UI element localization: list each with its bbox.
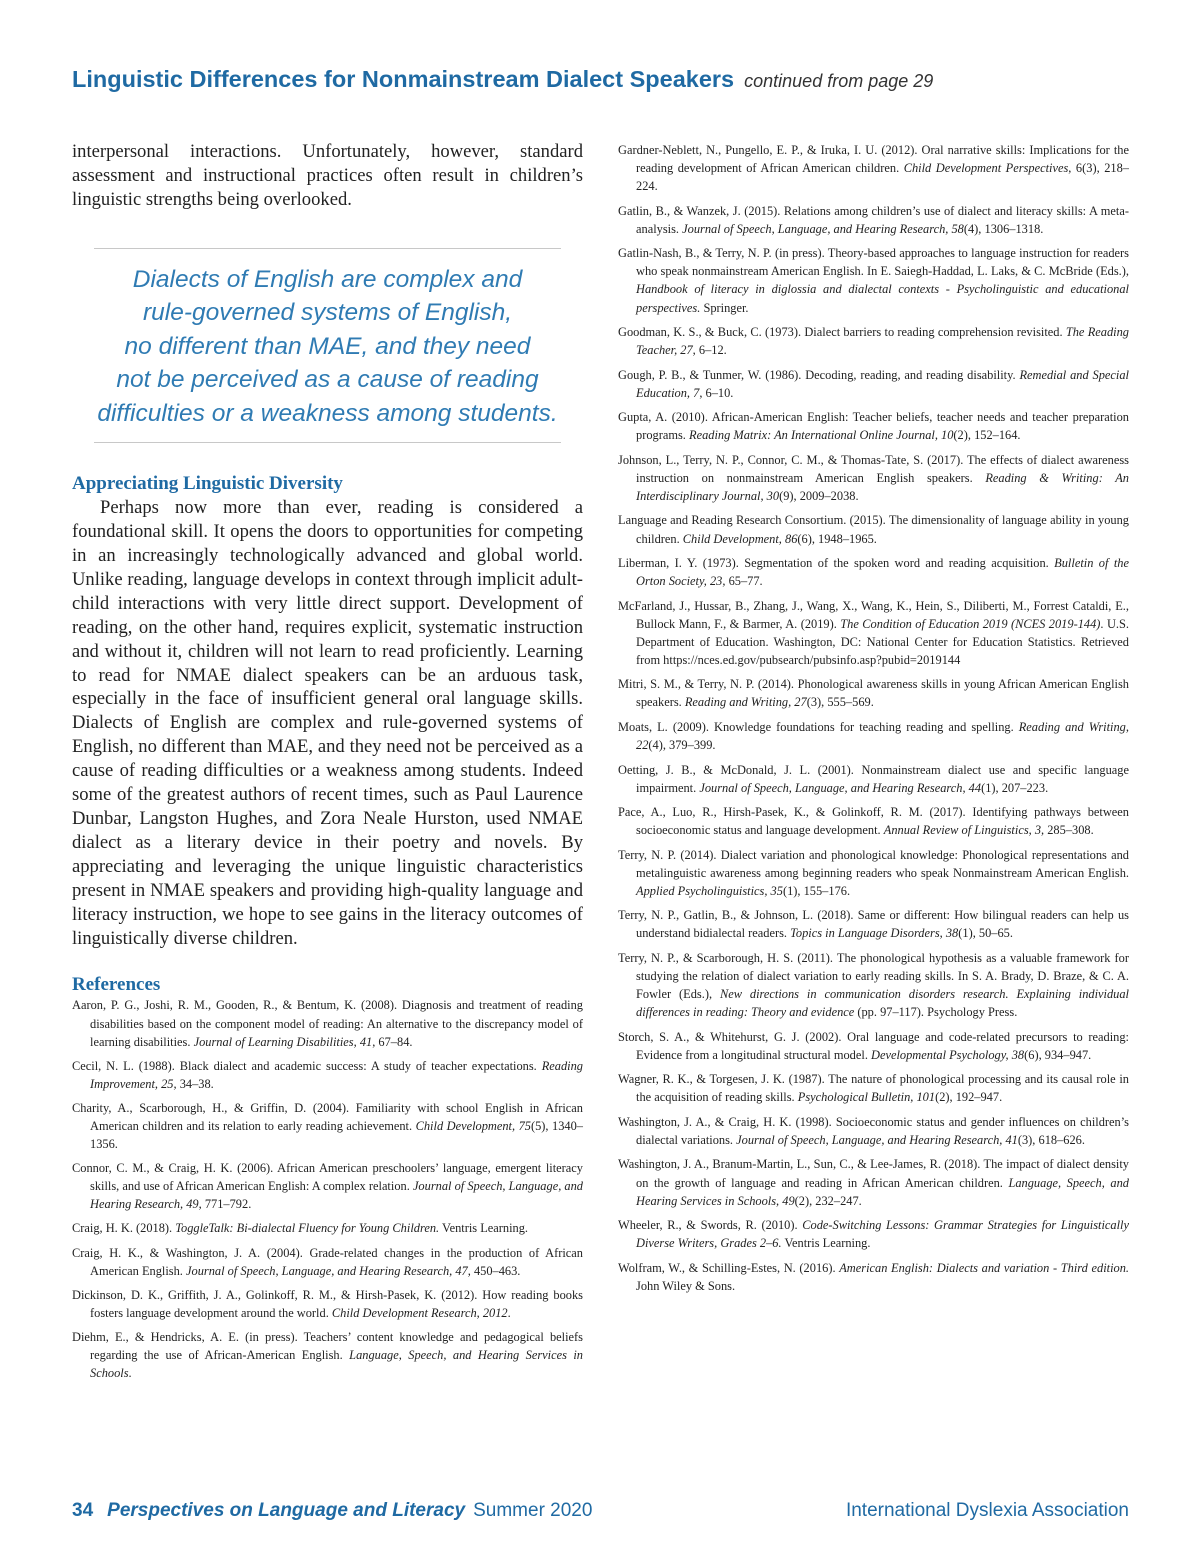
reference-source: Journal of Speech, Language, and Hearing Research, 47,: [186, 1263, 471, 1278]
reference-source: Language, Speech, and Hearing Services in Schools: [90, 1348, 584, 1381]
reference-entry: [72, 1328, 583, 1382]
reference-details: 65–77.: [725, 574, 763, 589]
reference-details: .: [507, 1305, 511, 1320]
reference-text: Wolfram, W., & Schilling-Estes, N. (2016).: [618, 1260, 840, 1275]
reference-details: (2), 192–947.: [935, 1090, 1003, 1105]
reference-source: The Reading Teacher, 27,: [636, 325, 1129, 358]
reference-details: (1), 155–176.: [782, 883, 851, 898]
reference-details: (4), 379–399.: [648, 738, 716, 753]
page-footer: [72, 1500, 1129, 1522]
reference-text: Aaron, P. G., Joshi, R. M., Gooden, R., & Bentum, K. (2008). Diagnosis and treatment of reading disabilities based on the component model of reading: An alternative to the discrepancy model of learning disabilities.: [72, 998, 583, 1049]
reference-source: Developmental Psychology, 38: [871, 1047, 1025, 1062]
reference-source: Bulletin of the Orton Society, 23,: [636, 556, 1129, 589]
reference-text: Moats, L. (2009). Knowledge foundations for teaching reading and spelling.: [618, 719, 1019, 734]
reference-details: (pp. 97–117). Psychology Press.: [854, 1005, 1018, 1020]
references-list-right: [618, 141, 1129, 1295]
reference-details: (9), 2009–2038.: [779, 488, 859, 503]
reference-entry: [618, 906, 1129, 942]
reference-entry: [72, 1244, 583, 1280]
reference-text: Pace, A., Luo, R., Hirsh-Pasek, K., & Golinkoff, R. M. (2017). Identifying pathways between socioeconomic status and language development.: [618, 805, 1129, 838]
pull-quote-line: no different than MAE, and they need: [124, 332, 531, 360]
page-header: [72, 66, 1140, 93]
pull-quote-line: Dialects of English are complex and: [132, 265, 523, 293]
reference-details: (2), 152–164.: [953, 428, 1021, 443]
reference-details: (4), 1306–1318.: [963, 221, 1044, 236]
reference-text: Craig, H. K., & Washington, J. A. (2004). Grade-related changes in the production of African American English.: [72, 1245, 583, 1278]
organization-name: International Dyslexia Association: [845, 1500, 1129, 1521]
reference-entry: [618, 597, 1129, 669]
reference-source: Journal of Speech, Language, and Hearing Research, 44: [699, 780, 982, 795]
reference-entry: [618, 803, 1129, 839]
reference-text: Language and Reading Research Consortium. (2015). The dimensionality of language ability in young children.: [618, 513, 1129, 546]
reference-details: , 6–10.: [699, 385, 734, 400]
reference-text: Liberman, I. Y. (1973). Segmentation of the spoken word and reading acquisition.: [618, 556, 1055, 570]
reference-text: Storch, S. A., & Whitehurst, G. J. (2002). Oral language and code-related precursors to reading: Evidence from a longitudinal structural model.: [618, 1029, 1129, 1062]
reference-details: (1), 207–223.: [981, 780, 1049, 795]
reference-source: Remedial and Special Education, 7: [636, 367, 1130, 400]
reference-details: (1), 50–65.: [958, 926, 1013, 941]
reference-details: Ventris Learning.: [439, 1221, 529, 1236]
article-title: Linguistic Differences for Nonmainstream Dialect Speakers: [72, 66, 735, 92]
reference-text: Dickinson, D. K., Griffith, J. A., Golinkoff, R. M., & Hirsh-Pasek, K. (2012). How reading books fosters language development around the world.: [72, 1287, 583, 1320]
reference-entry: [618, 323, 1129, 359]
reference-details: . U.S. Department of Education. Washington, DC: National Center for Education Statistics. Retrieved from https://nces.ed.gov/pubsearch/pubsinfo.asp?pubid=2019144: [636, 616, 1129, 667]
publication-name: Perspectives on Language and Literacy: [107, 1500, 466, 1521]
reference-text: Gardner-Neblett, N., Pungello, E. P., & Iruka, I. U. (2012). Oral narrative skills: Implications for the reading development of African American children.: [618, 143, 1129, 176]
reference-entry: [618, 1070, 1129, 1106]
references-list-left: [72, 996, 583, 1382]
reference-source: American English: Dialects and variation - Third edition.: [839, 1260, 1130, 1275]
reference-details: 6–12.: [695, 343, 727, 358]
reference-entry: [618, 675, 1129, 711]
reference-details: Springer.: [700, 300, 749, 315]
reference-entry: [72, 1219, 583, 1237]
reference-details: Ventris Learning.: [781, 1236, 871, 1251]
reference-entry: [618, 846, 1129, 900]
reference-entry: [72, 1057, 583, 1093]
reference-entry: [618, 451, 1129, 505]
reference-entry: [618, 366, 1129, 402]
pull-quote: [94, 248, 561, 444]
reference-text: Mitri, S. M., & Terry, N. P. (2014). Phonological awareness skills in young African American English speakers.: [618, 677, 1129, 710]
reference-source: Reading and Writing, 27: [684, 695, 807, 710]
reference-source: Code-Switching Lessons: Grammar Strategies for Linguistically Diverse Writers, Grades 2–6.: [636, 1218, 1130, 1251]
reference-source: Reading Improvement, 25,: [90, 1058, 583, 1091]
reference-text: Washington, J. A., Branum-Martin, L., Sun, C., & Lee-James, R. (2018). The impact of dialect density on the growth of language and reading in African American children.: [618, 1157, 1129, 1190]
reference-source: Annual Review of Linguistics, 3,: [883, 823, 1045, 838]
reference-details: 34–38.: [176, 1076, 214, 1091]
references-heading: References: [72, 974, 161, 996]
reference-source: Child Development Perspectives: [903, 161, 1069, 176]
reference-source: Reading & Writing: An Interdisciplinary Journal, 30: [636, 470, 1129, 503]
reference-source: Journal of Learning Disabilities, 41: [193, 1034, 373, 1049]
reference-entry: [72, 1099, 583, 1153]
reference-text: Cecil, N. L. (1988). Black dialect and academic success: A study of teacher expectations.: [72, 1058, 542, 1073]
reference-source: Journal of Speech, Language, and Hearing Research, 58: [682, 221, 964, 236]
continued-note: continued from page 29: [744, 71, 934, 91]
pull-quote-line: not be perceived as a cause of reading: [116, 366, 539, 394]
reference-details: (2), 232–247.: [794, 1193, 862, 1208]
reference-entry: [618, 761, 1129, 797]
reference-entry: [72, 1286, 583, 1322]
reference-entry: [618, 554, 1129, 590]
reference-entry: [72, 1159, 583, 1213]
reference-entry: [618, 511, 1129, 547]
reference-source: Child Development Research, 2012: [331, 1305, 508, 1320]
reference-text: Terry, N. P., & Scarborough, H. S. (2011). The phonological hypothesis as a valuable framework for studying the relation of dialect variation to early reading skills. In S. A. Brady, D. Braze, & C. A. Fowler (Eds.),: [618, 950, 1129, 1002]
page-number: 34: [72, 1500, 94, 1521]
reference-entry: [72, 996, 583, 1050]
reference-source: New directions in communication disorders research. Explaining individual differences in reading: Theory and evidence: [636, 987, 1129, 1020]
reference-text: Charity, A., Scarborough, H., & Griffin, D. (2004). Familiarity with school English in African American children and its relation to early reading achievement.: [72, 1100, 583, 1133]
reference-details: (6), 934–947.: [1024, 1047, 1092, 1062]
intro-paragraph: interpersonal interactions. Unfortunately, however, standard assessment and instructional practices often result in children’s linguistic strengths being overlooked.: [72, 141, 583, 210]
reference-source: Psychological Bulletin, 101: [797, 1090, 936, 1105]
reference-source: Topics in Language Disorders, 38: [790, 926, 959, 941]
pull-quote-line: rule-governed systems of English,: [142, 299, 513, 327]
reference-text: Terry, N. P., Gatlin, B., & Johnson, L. (2018). Same or different: How bilingual readers can help us understand bidialectal readers.: [618, 908, 1129, 941]
reference-text: Gatlin-Nash, B., & Terry, N. P. (in press). Theory-based approaches to language instruction for readers who speak nonmainstream American English. In E. Saiegh-Haddad, L. Laks, & C. McBride (Eds.),: [618, 246, 1129, 279]
reference-source: ToggleTalk: Bi-dialectal Fluency for Young Children.: [175, 1221, 440, 1236]
reference-entry: [618, 202, 1129, 238]
reference-text: Gupta, A. (2010). African-American English: Teacher beliefs, teacher needs and teacher preparation programs.: [618, 410, 1129, 443]
reference-source: Child Development, 86: [682, 531, 798, 546]
issue-season: Summer 2020: [473, 1500, 593, 1521]
reference-text: Connor, C. M., & Craig, H. K. (2006). African American preschoolers’ language, emergent literacy skills, and use of African American English: A complex relation.: [72, 1161, 583, 1194]
right-column: [618, 141, 1129, 1301]
reference-entry: [618, 949, 1129, 1021]
section-heading: Appreciating Linguistic Diversity: [72, 473, 343, 495]
reference-entry: [618, 1216, 1129, 1252]
reference-text: Wagner, R. K., & Torgesen, J. K. (1987). The nature of phonological processing and its causal role in the acquisition of reading skills.: [618, 1072, 1129, 1105]
reference-text: Gatlin, B., & Wanzek, J. (2015). Relations among children’s use of dialect and literacy skills: A meta-analysis.: [618, 203, 1129, 236]
reference-details: (3), 555–569.: [806, 695, 874, 710]
reference-source: Journal of Speech, Language, and Hearing Research, 41: [736, 1132, 1018, 1147]
reference-details: John Wiley & Sons.: [636, 1278, 736, 1293]
reference-details: , 6(3), 218–224.: [636, 161, 1129, 194]
reference-details: (3), 618–626.: [1017, 1132, 1085, 1147]
reference-details: (6), 1948–1965.: [797, 531, 877, 546]
reference-details: , 67–84.: [372, 1034, 413, 1049]
reference-entry: [618, 244, 1129, 316]
reference-text: Washington, J. A., & Craig, H. K. (1998). Socioeconomic status and gender influences on children’s dialectal variations.: [618, 1114, 1129, 1147]
reference-source: Journal of Speech, Language, and Hearing Research, 49,: [90, 1179, 583, 1212]
reference-details: 450–463.: [470, 1263, 521, 1278]
reference-entry: [618, 408, 1129, 444]
reference-details: 285–308.: [1044, 823, 1094, 838]
reference-text: Goodman, K. S., & Buck, C. (1973). Dialect barriers to reading comprehension revisited.: [618, 325, 1066, 340]
reference-source: Child Development, 75: [415, 1119, 531, 1133]
reference-entry: [618, 718, 1129, 754]
reference-entry: [618, 1155, 1129, 1209]
reference-text: Gough, P. B., & Tunmer, W. (1986). Decoding, reading, and reading disability.: [618, 367, 1020, 382]
reference-source: Applied Psycholinguistics, 35: [636, 883, 783, 898]
reference-entry: [618, 141, 1129, 195]
reference-entry: [618, 1113, 1129, 1149]
left-column: [72, 140, 583, 1388]
reference-source: Language, Speech, and Hearing Services in Schools, 49: [636, 1175, 1129, 1208]
reference-text: Oetting, J. B., & McDonald, J. L. (2001). Nonmainstream dialect use and specific language impairment.: [618, 762, 1129, 795]
section-paragraph: Perhaps now more than ever, reading is considered a foundational skill. It opens the doors to opportunities for competing in an increasingly technologically advanced and global world. Unlike reading, language develops in context through implicit adult-child interactions with very little direct support. Development of reading, on the other hand, requires explicit, systematic instruction and without it, children will not learn to read proficiently. Learning to read for NMAE dialect speakers can be an arduous task, especially in the face of insufficient general oral language skills. Dialects of English are complex and rule-governed systems of English, no different than MAE, and they need not be perceived as a cause of reading difficulties or a weakness among students. Indeed some of the greatest authors of recent times, such as Paul Laurence Dunbar, Langston Hughes, and Zora Neale Hurston, used NMAE dialect as a literary device in their poetry and novels. By appreciating and leveraging the unique linguistic characteristics present in NMAE speakers and providing high-quality language and literacy instruction, we hope to see gains in the literacy outcomes of linguistically diverse children.: [72, 497, 583, 949]
reference-entry: [618, 1028, 1129, 1064]
reference-details: 771–792.: [201, 1197, 252, 1212]
reference-text: Johnson, L., Terry, N. P., Connor, C. M., & Thomas-Tate, S. (2017). The effects of dialect awareness instruction on nonmainstream American English speakers.: [618, 452, 1129, 485]
reference-text: McFarland, J., Hussar, B., Zhang, J., Wang, X., Wang, K., Hein, S., Diliberti, M., Forrest Cataldi, E., Bullock Mann, F., & Barmer, A. (2019).: [618, 598, 1129, 631]
reference-text: Terry, N. P. (2014). Dialect variation and phonological knowledge: Phonological representations and metalinguistic awareness among beginning readers who speak Nonmainstream American English.: [618, 847, 1129, 880]
reference-entry: [618, 1259, 1129, 1295]
reference-source: Reading Matrix: An International Online Journal, 10: [689, 428, 954, 443]
reference-details: .: [128, 1366, 132, 1381]
reference-details: (5), 1340–1356.: [90, 1119, 583, 1152]
pull-quote-line: difficulties or a weakness among students.: [97, 399, 558, 427]
reference-text: Wheeler, R., & Swords, R. (2010).: [618, 1218, 803, 1233]
reference-text: Diehm, E., & Hendricks, A. E. (in press). Teachers’ content knowledge and pedagogical beliefs regarding the use of African-American English.: [72, 1329, 583, 1363]
reference-text: Craig, H. K. (2018).: [72, 1221, 176, 1236]
reference-source: Handbook of literacy in diglossia and dialectal contexts - Psycholinguistic and educational perspectives.: [636, 282, 1129, 315]
reference-source: Reading and Writing, 22: [636, 719, 1129, 753]
reference-source: The Condition of Education 2019 (NCES 2019-144): [840, 616, 1101, 631]
